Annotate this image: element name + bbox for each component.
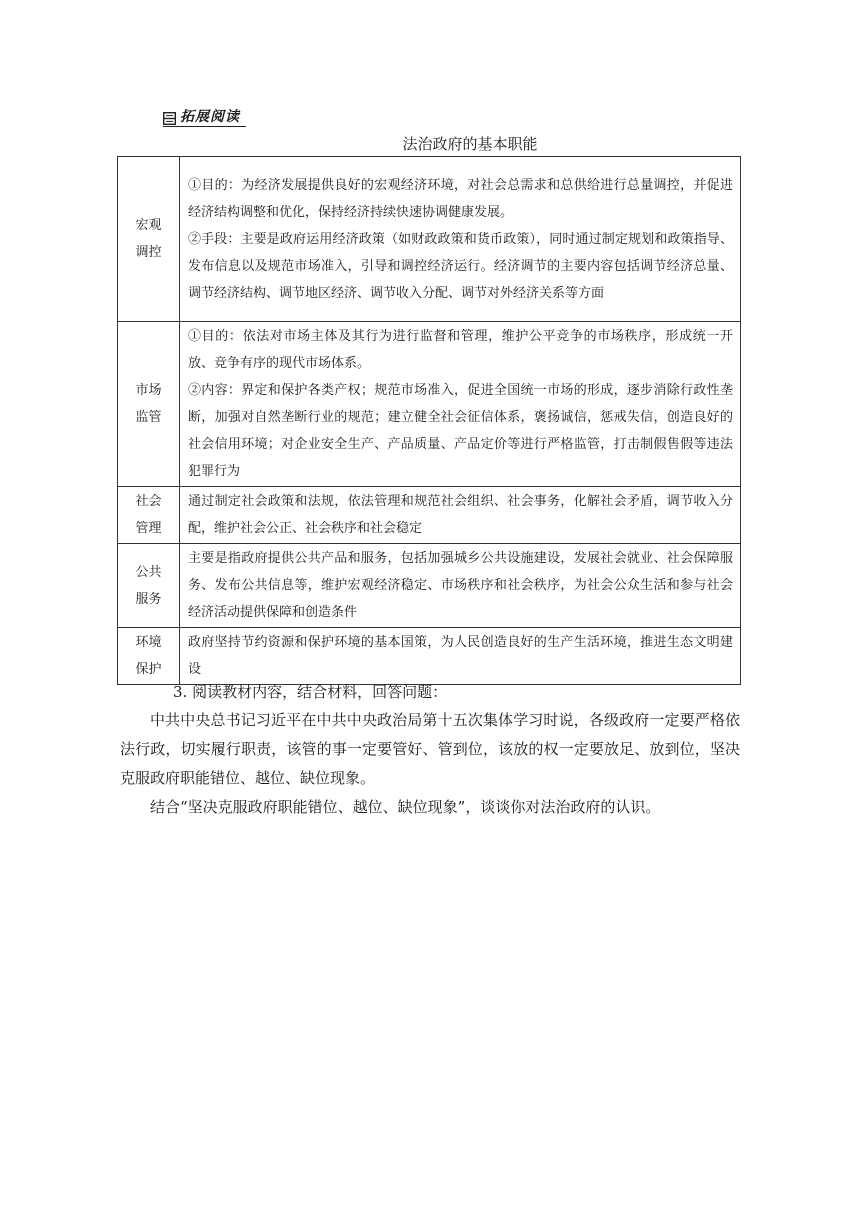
category-label: 保护 (135, 662, 162, 677)
functions-table (117, 156, 741, 685)
question-heading: 3. 阅读教材内容，结合材料，回答问题： (173, 683, 448, 701)
description-line: ②内容：界定和保护各类产权；规范市场准入，促进全国统一市场的形成，逐步消除行政性垄断，加强对自然垄断行业的规范；建立健全社会征信体系，褒扬诚信，惩戒失信，创造良好的社会信用环境；对企业安全生产、产品质量、产品定价等进行严格监管，打击制假售假等违法犯罪行为 (188, 383, 733, 479)
description-cell (180, 628, 741, 685)
category-cell (118, 487, 180, 544)
category-label: 宏观 (135, 218, 162, 233)
category-label: 管理 (135, 521, 162, 536)
description-cell (180, 322, 741, 487)
table-title (0, 133, 860, 154)
category-cell (118, 544, 180, 628)
description-cell (180, 487, 741, 544)
question-material: 中共中央总书记习近平在中共中央政治局第十五次集体学习时说，各级政府一定要严格依法行政，切实履行职责，该管的事一定要管好、管到位，该放的权一定要放足、放到位，坚决克服政府职能错位、越位、缺位现象。 (120, 711, 740, 787)
category-cell (118, 157, 180, 322)
category-label: 服务 (135, 591, 162, 607)
table-title-text: 法治政府的基本职能 (402, 135, 538, 153)
table-row (118, 157, 741, 322)
question-prompt: 结合“坚决克服政府职能错位、越位、缺位现象”，谈谈你对法治政府的认识。 (150, 798, 661, 816)
description-line: ②手段：主要是政府运用经济政策（如财政政策和货币政策），同时通过制定规划和政策指导、发布信息以及规范市场准入，引导和调控经济运行。经济调节的主要内容包括调节经济总量、调节经济结构、调节地区经济、调节收入分配、调节对外经济关系等方面 (188, 231, 733, 301)
category-label: 调控 (135, 245, 162, 260)
category-label: 环境 (135, 635, 162, 650)
table-row (118, 487, 741, 544)
book-icon (163, 110, 176, 123)
description-line: ①目的：为经济发展提供良好的宏观经济环境，对社会总需求和总供给进行总量调控，并促进经济结构调整和优化，保持经济持续快速协调健康发展。 (188, 177, 733, 220)
table-row (118, 322, 741, 487)
description-line: 政府坚持节约资源和保护环境的基本国策，为人民创造良好的生产生活环境，推进生态文明建设 (188, 635, 733, 677)
table-row (118, 628, 741, 685)
description-line: 主要是指政府提供公共产品和服务，包括加强城乡公共设施建设，发展社会就业、社会保障服务、发布公共信息等，维护宏观经济稳定、市场秩序和社会秩序，为社会公众生活和参与社会经济活动提供保障和创造条件 (188, 551, 733, 620)
description-cell (180, 157, 741, 322)
category-label: 市场 (135, 383, 162, 398)
description-cell (180, 544, 741, 628)
section-tag-label: 拓展阅读 (180, 109, 240, 125)
table-row (118, 544, 741, 628)
category-label: 社会 (135, 494, 162, 509)
section-tag (163, 106, 246, 127)
description-line: ①目的：依法对市场主体及其行为进行监督和管理，维护公平竞争的市场秩序，形成统一开放、竞争有序的现代市场体系。 (188, 329, 733, 371)
description-line: 通过制定社会政策和法规，依法管理和规范社会组织、社会事务，化解社会矛盾，调节收入分配，维护社会公正、社会秩序和社会稳定 (188, 494, 733, 536)
category-cell (118, 628, 180, 685)
category-cell (118, 322, 180, 487)
category-label: 公共 (135, 564, 162, 580)
category-label: 监管 (135, 410, 162, 425)
